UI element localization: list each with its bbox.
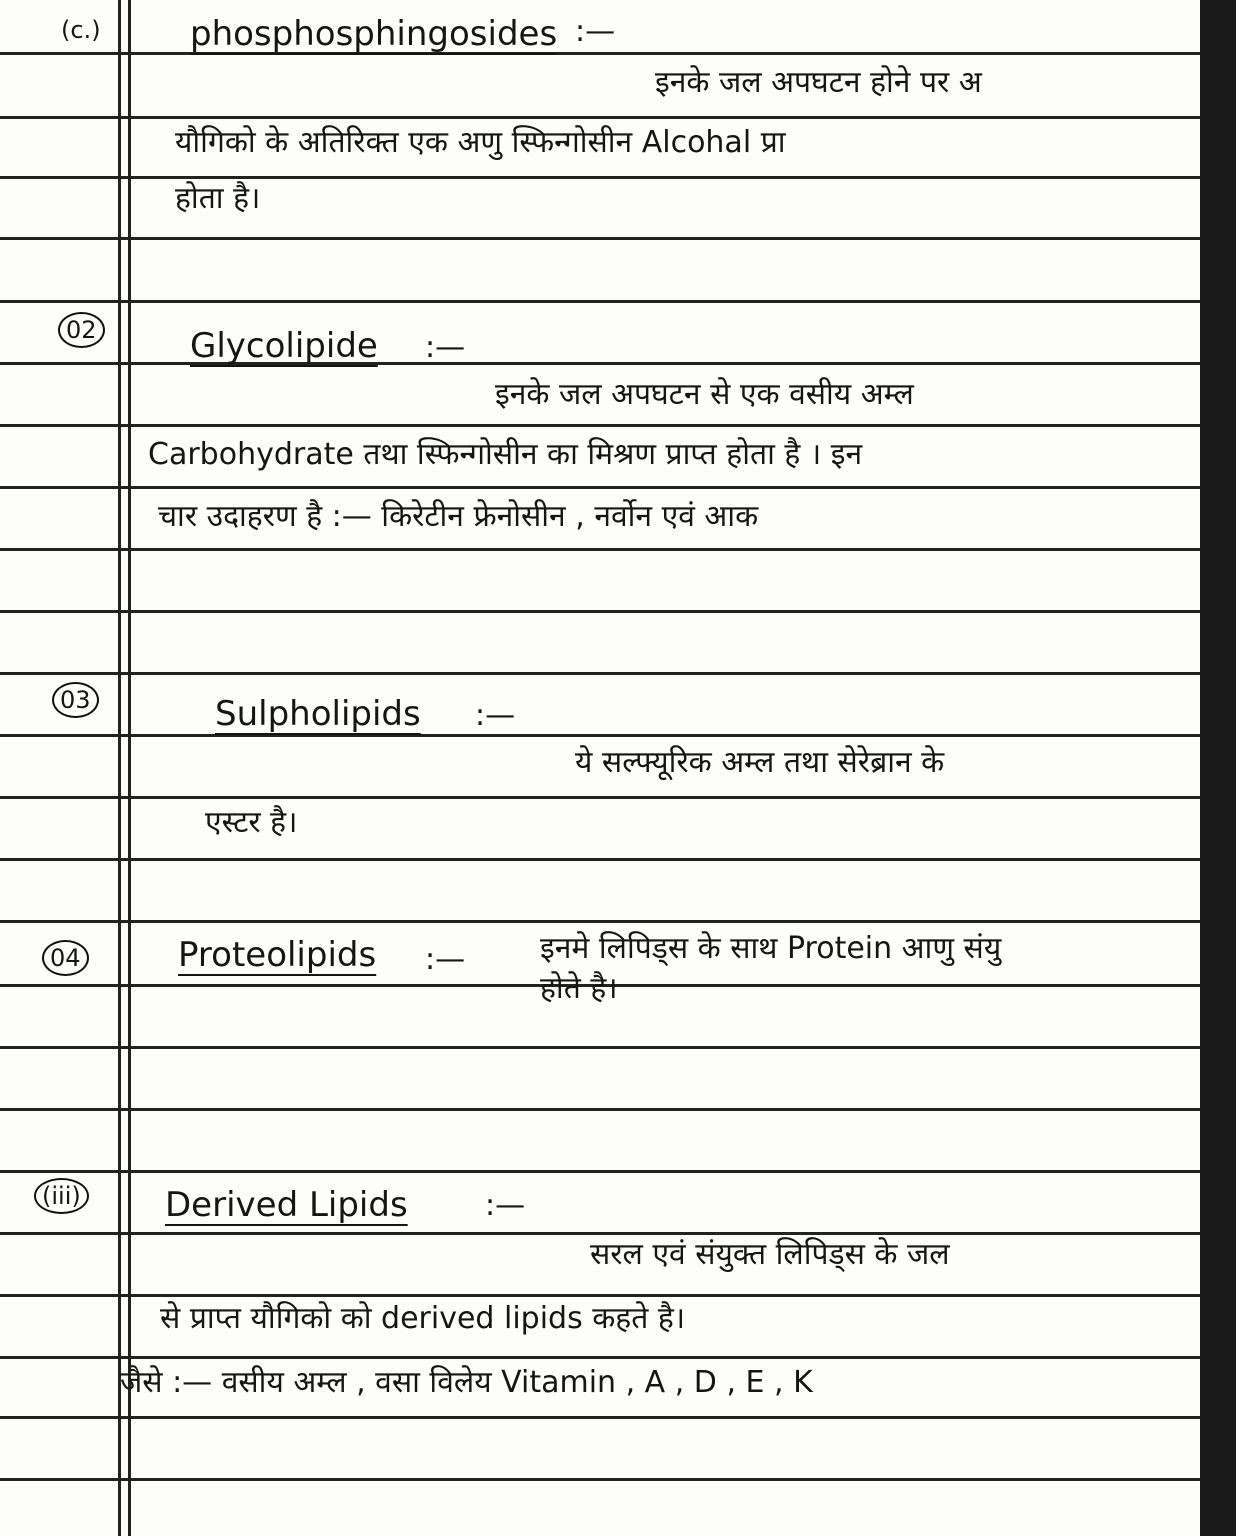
section-heading: Derived Lipids	[165, 1185, 408, 1225]
ruled-line	[0, 1416, 1205, 1419]
ruled-line	[0, 920, 1205, 923]
margin-line	[128, 0, 131, 1536]
ruled-line	[0, 300, 1205, 303]
ruled-line	[0, 548, 1205, 551]
ruled-line	[0, 1108, 1205, 1111]
ruled-line	[0, 362, 1205, 365]
heading-separator: :—	[425, 330, 466, 365]
body-line: इनके जल अपघटन से एक वसीय अम्ल	[495, 377, 914, 412]
ruled-line	[0, 796, 1205, 799]
section-number: 04	[42, 940, 89, 976]
heading-separator: :—	[475, 698, 516, 733]
margin-line	[118, 0, 121, 1536]
ruled-line	[0, 52, 1205, 55]
body-line: ये सल्फ्यूरिक अम्ल तथा सेरेब्रान के	[575, 745, 945, 780]
ruled-line	[0, 116, 1205, 119]
ruled-line	[0, 1356, 1205, 1359]
ruled-line	[0, 237, 1205, 240]
body-line: इनमे लिपिड्स के साथ Protein आणु संयु	[540, 931, 1002, 966]
body-line: से प्राप्त यौगिको को derived lipids कहते है।	[160, 1301, 686, 1336]
body-line: एस्टर है।	[205, 805, 298, 840]
ruled-line	[0, 858, 1205, 861]
body-line: होते है।	[540, 971, 618, 1006]
heading-separator: :—	[575, 14, 616, 49]
body-line: इनके जल अपघटन होने पर अ	[655, 65, 982, 100]
section-heading: phosphosphingosides	[190, 14, 558, 54]
section-number: (iii)	[34, 1178, 89, 1214]
body-line: होता है।	[175, 181, 261, 216]
heading-separator: :—	[485, 1188, 526, 1223]
section-heading: Proteolipids	[178, 935, 377, 975]
body-line: सरल एवं संयुक्त लिपिड्स के जल	[590, 1237, 950, 1272]
ruled-line	[0, 610, 1205, 613]
ruled-line	[0, 672, 1205, 675]
page-edge	[1200, 0, 1236, 1536]
body-line: यौगिको के अतिरिक्त एक अणु स्फिन्गोसीन Alcohal प्रा	[175, 125, 786, 160]
section-number: (c.)	[61, 16, 101, 44]
section-number: 03	[52, 682, 99, 718]
body-line: जैसे :— वसीय अम्ल , वसा विलेय Vitamin , A , D , E , K	[120, 1365, 813, 1400]
ruled-line	[0, 486, 1205, 489]
ruled-line	[0, 1170, 1205, 1173]
section-heading: Glycolipide	[190, 326, 378, 366]
ruled-line	[0, 1046, 1205, 1049]
section-number: 02	[58, 312, 105, 348]
ruled-line	[0, 1478, 1205, 1481]
ruled-line	[0, 424, 1205, 427]
body-line: चार उदाहरण है :— किरेटीन फ्रेनोसीन , नर्वोन एवं आक	[158, 499, 759, 534]
ruled-line	[0, 734, 1205, 737]
heading-separator: :—	[425, 942, 466, 977]
section-heading: Sulpholipids	[215, 694, 421, 734]
body-line: Carbohydrate तथा स्फिन्गोसीन का मिश्रण प्राप्त होता है । इन	[148, 437, 863, 472]
